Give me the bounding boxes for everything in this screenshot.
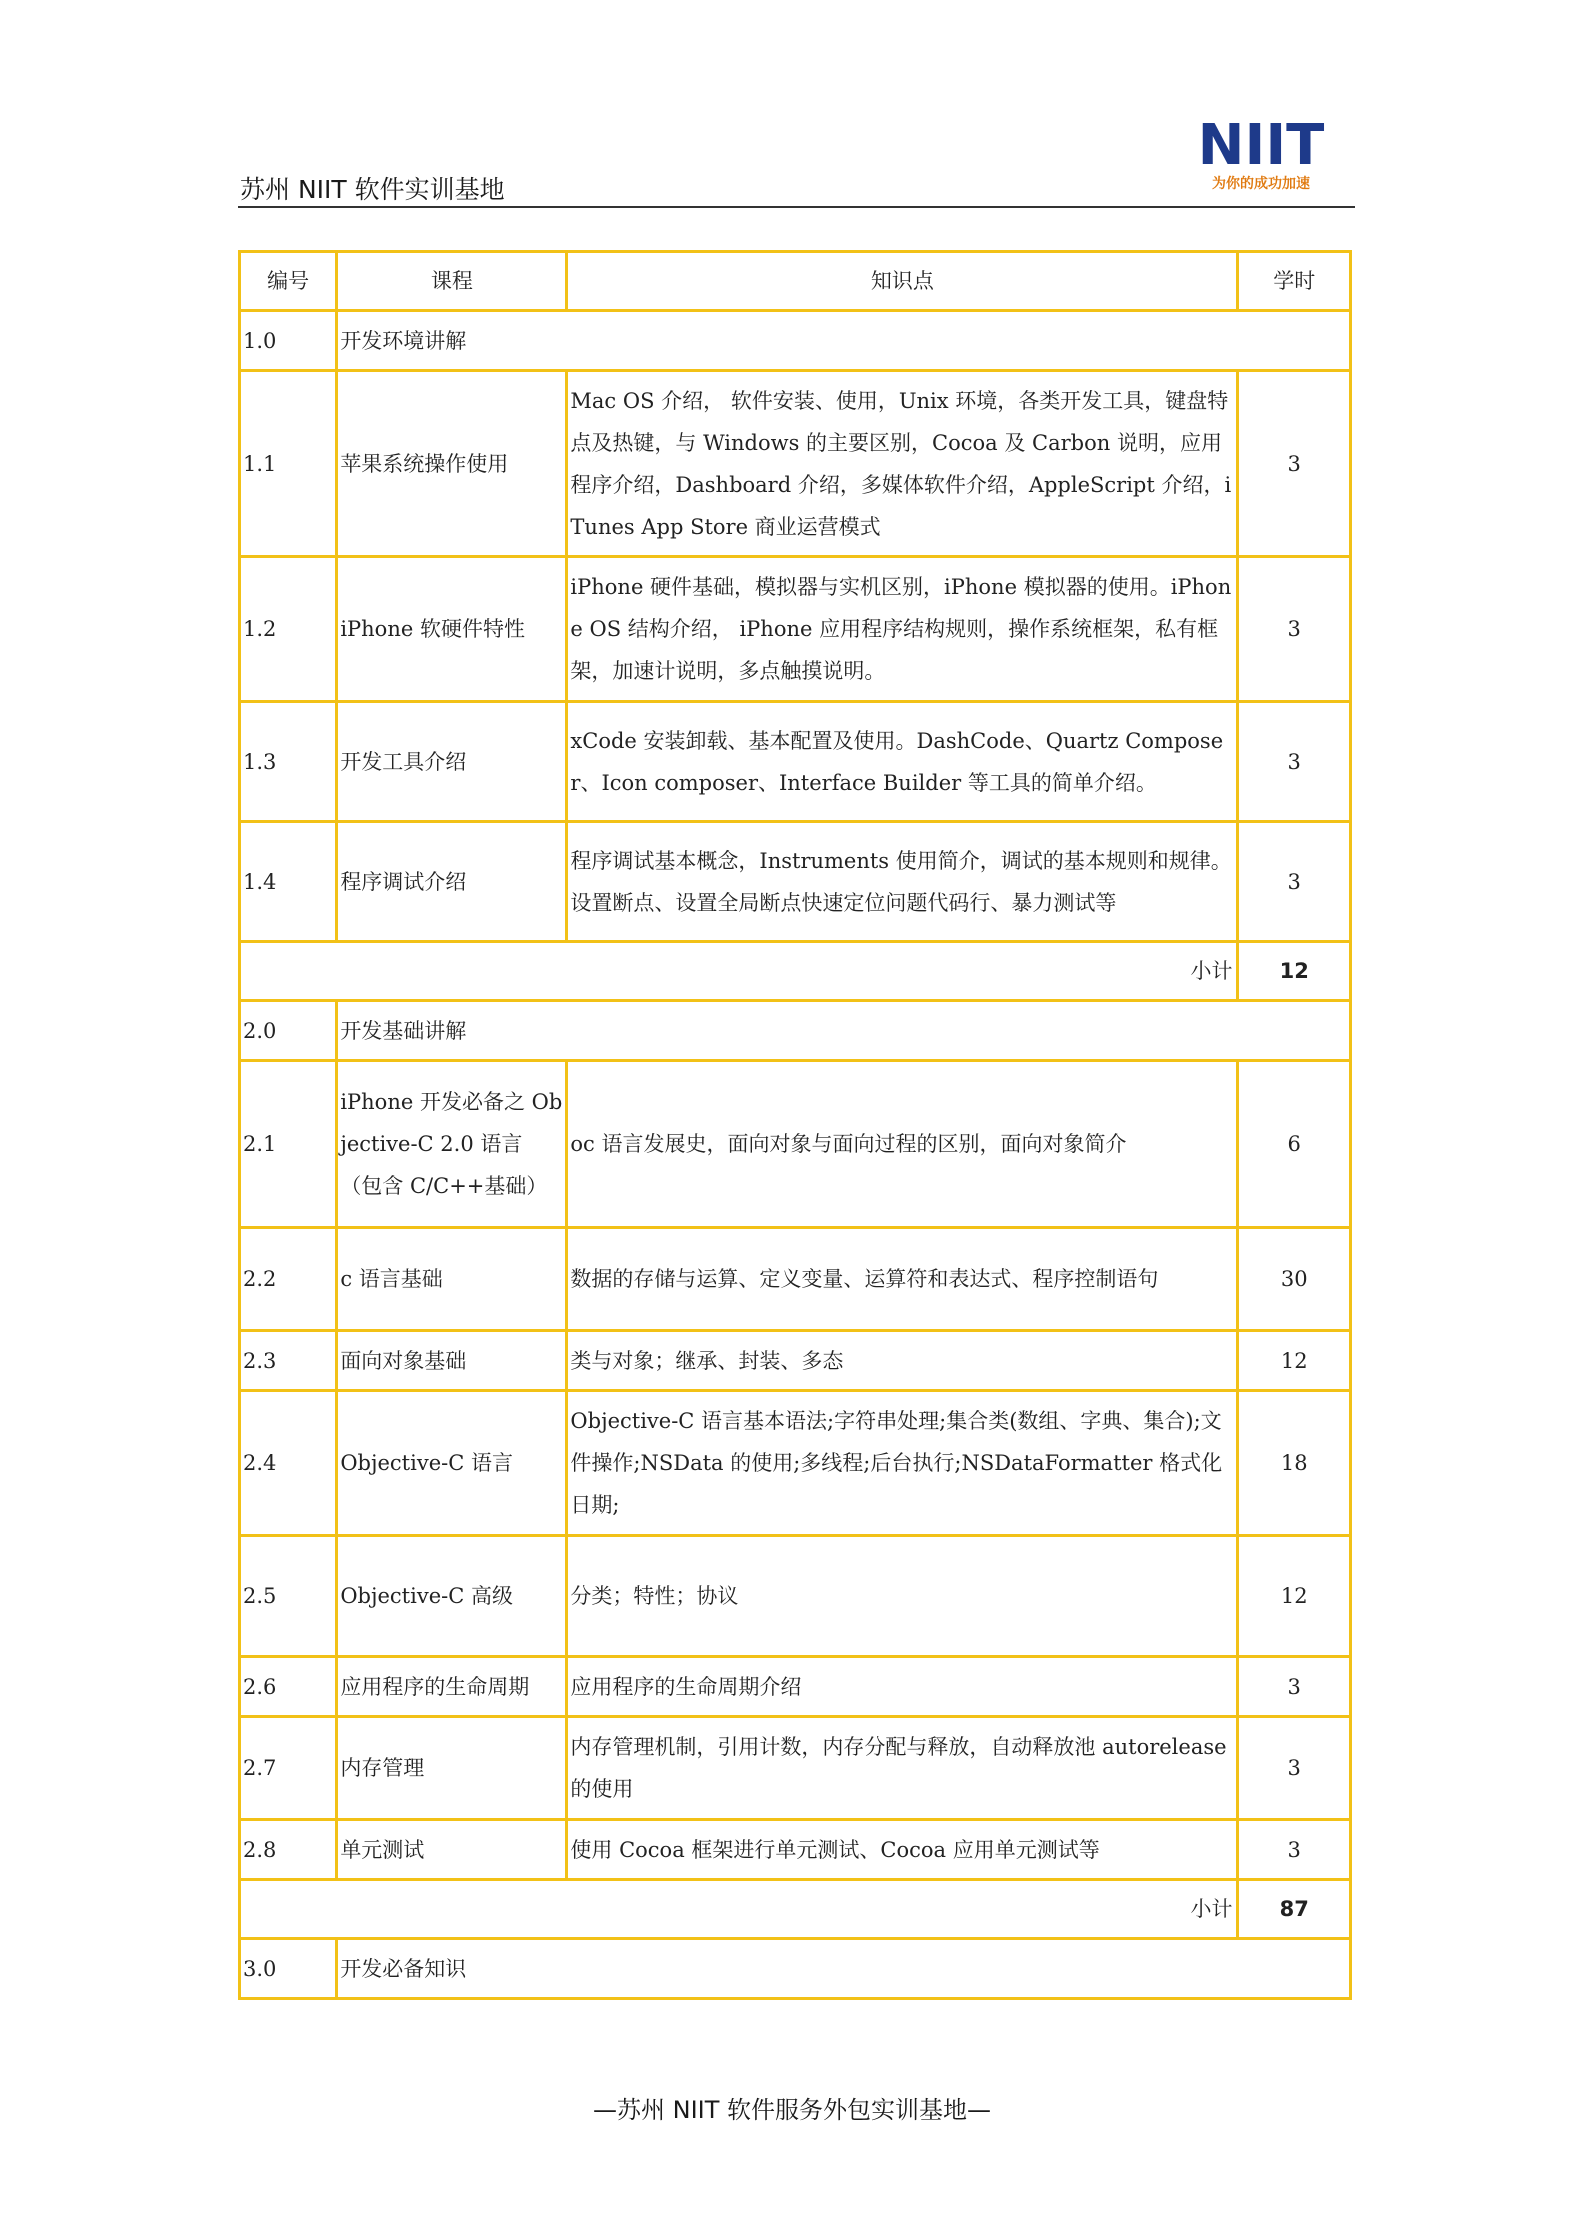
page-header-title: 苏州 NIIT 软件实训基地 [240,175,505,204]
row-knowledge: iPhone 硬件基础，模拟器与实机区别，iPhone 模拟器的使用。iPhone OS 结构介绍， iPhone 应用程序结构规则，操作系统框架，私有框架，加速计说明，多点触摸说明。 [567,557,1238,702]
row-course: 开发工具介绍 [337,702,567,822]
row-hours: 3 [1238,702,1351,822]
subtotal-label-cell [240,942,1238,1001]
header-divider [238,206,1355,208]
row-course: iPhone 软硬件特性 [337,557,567,702]
column-header-hours: 学时 [1238,252,1351,311]
row-course: Objective-C 语言 [337,1391,567,1536]
row-course: iPhone 开发必备之 Objective-C 2.0 语言（包含 C/C++基础） [337,1061,567,1228]
subtotal-label: 小计 [1190,959,1233,983]
row-knowledge: 使用 Cocoa 框架进行单元测试、Cocoa 应用单元测试等 [567,1820,1238,1880]
row-knowledge: 类与对象；继承、封装、多态 [567,1331,1238,1391]
row-id: 2.8 [240,1820,337,1880]
subtotal-label-cell [240,1880,1238,1939]
column-header-course: 课程 [337,252,567,311]
syllabus-table [238,250,1352,2000]
section-row [240,1001,1351,1061]
row-course: 单元测试 [337,1820,567,1880]
subtotal-row [240,942,1351,1001]
row-knowledge: 程序调试基本概念，Instruments 使用简介，调试的基本规则和规律。设置断点、设置全局断点快速定位问题代码行、暴力测试等 [567,822,1238,942]
subtotal-value: 87 [1238,1880,1351,1939]
row-id: 2.1 [240,1061,337,1228]
row-hours: 18 [1238,1391,1351,1536]
page-footer: —苏州 NIIT 软件服务外包实训基地— [592,2096,992,2124]
row-id: 1.1 [240,371,337,557]
row-id: 2.4 [240,1391,337,1536]
table-row [240,1228,1351,1331]
table-row [240,1061,1351,1228]
row-course: c 语言基础 [337,1228,567,1331]
row-knowledge: 内存管理机制，引用计数，内存分配与释放，自动释放池 autorelease 的使用 [567,1717,1238,1820]
row-course: 苹果系统操作使用 [337,371,567,557]
row-course: 内存管理 [337,1717,567,1820]
row-hours: 12 [1238,1331,1351,1391]
table-row [240,1331,1351,1391]
row-course: 面向对象基础 [337,1331,567,1391]
subtotal-value: 12 [1238,942,1351,1001]
table-header-row [240,252,1351,311]
subtotal-row [240,1880,1351,1939]
section-row [240,311,1351,371]
row-id: 1.4 [240,822,337,942]
subtotal-label: 小计 [1190,1897,1233,1921]
row-knowledge: xCode 安装卸载、基本配置及使用。DashCode、Quartz Composer、Icon composer、Interface Builder 等工具的简单介绍。 [567,702,1238,822]
row-id: 2.2 [240,1228,337,1331]
table-row [240,557,1351,702]
column-header-id: 编号 [240,252,337,311]
row-hours: 3 [1238,1820,1351,1880]
section-title: 开发必备知识 [337,1939,1351,1999]
row-hours: 30 [1238,1228,1351,1331]
row-course: 程序调试介绍 [337,822,567,942]
row-id: 2.6 [240,1657,337,1717]
row-hours: 12 [1238,1536,1351,1657]
row-knowledge: 数据的存储与运算、定义变量、运算符和表达式、程序控制语句 [567,1228,1238,1331]
row-id: 1.3 [240,702,337,822]
row-id: 2.7 [240,1717,337,1820]
logo-tagline: 为你的成功加速 [1212,176,1310,192]
niit-logo [1186,112,1336,194]
row-course: 应用程序的生命周期 [337,1657,567,1717]
row-knowledge: 分类；特性；协议 [567,1536,1238,1657]
row-course: Objective-C 高级 [337,1536,567,1657]
table-row [240,1657,1351,1717]
section-id: 1.0 [240,311,337,371]
row-id: 2.3 [240,1331,337,1391]
row-hours: 3 [1238,1717,1351,1820]
row-hours: 3 [1238,1657,1351,1717]
logo-wordmark: NIIT [1197,113,1325,178]
section-title: 开发环境讲解 [337,311,1351,371]
table-row [240,1820,1351,1880]
row-hours: 6 [1238,1061,1351,1228]
table-row [240,1717,1351,1820]
row-knowledge: 应用程序的生命周期介绍 [567,1657,1238,1717]
table-row [240,702,1351,822]
table-row [240,371,1351,557]
row-knowledge: oc 语言发展史，面向对象与面向过程的区别，面向对象简介 [567,1061,1238,1228]
section-id: 2.0 [240,1001,337,1061]
section-row [240,1939,1351,1999]
row-hours: 3 [1238,371,1351,557]
row-id: 1.2 [240,557,337,702]
row-hours: 3 [1238,557,1351,702]
table-row [240,822,1351,942]
row-hours: 3 [1238,822,1351,942]
column-header-knowledge: 知识点 [567,252,1238,311]
table-row [240,1391,1351,1536]
row-knowledge: Objective-C 语言基本语法;字符串处理;集合类(数组、字典、集合);文件操作;NSData 的使用;多线程;后台执行;NSDataFormatter 格式化日期; [567,1391,1238,1536]
section-title: 开发基础讲解 [337,1001,1351,1061]
row-id: 2.5 [240,1536,337,1657]
table-row [240,1536,1351,1657]
section-id: 3.0 [240,1939,337,1999]
row-knowledge: Mac OS 介绍， 软件安装、使用，Unix 环境，各类开发工具，键盘特点及热键，与 Windows 的主要区别，Cocoa 及 Carbon 说明，应用程序介绍，Dashboard 介绍，多媒体软件介绍，AppleScript 介绍，iTunes App Store 商业运营模式 [567,371,1238,557]
